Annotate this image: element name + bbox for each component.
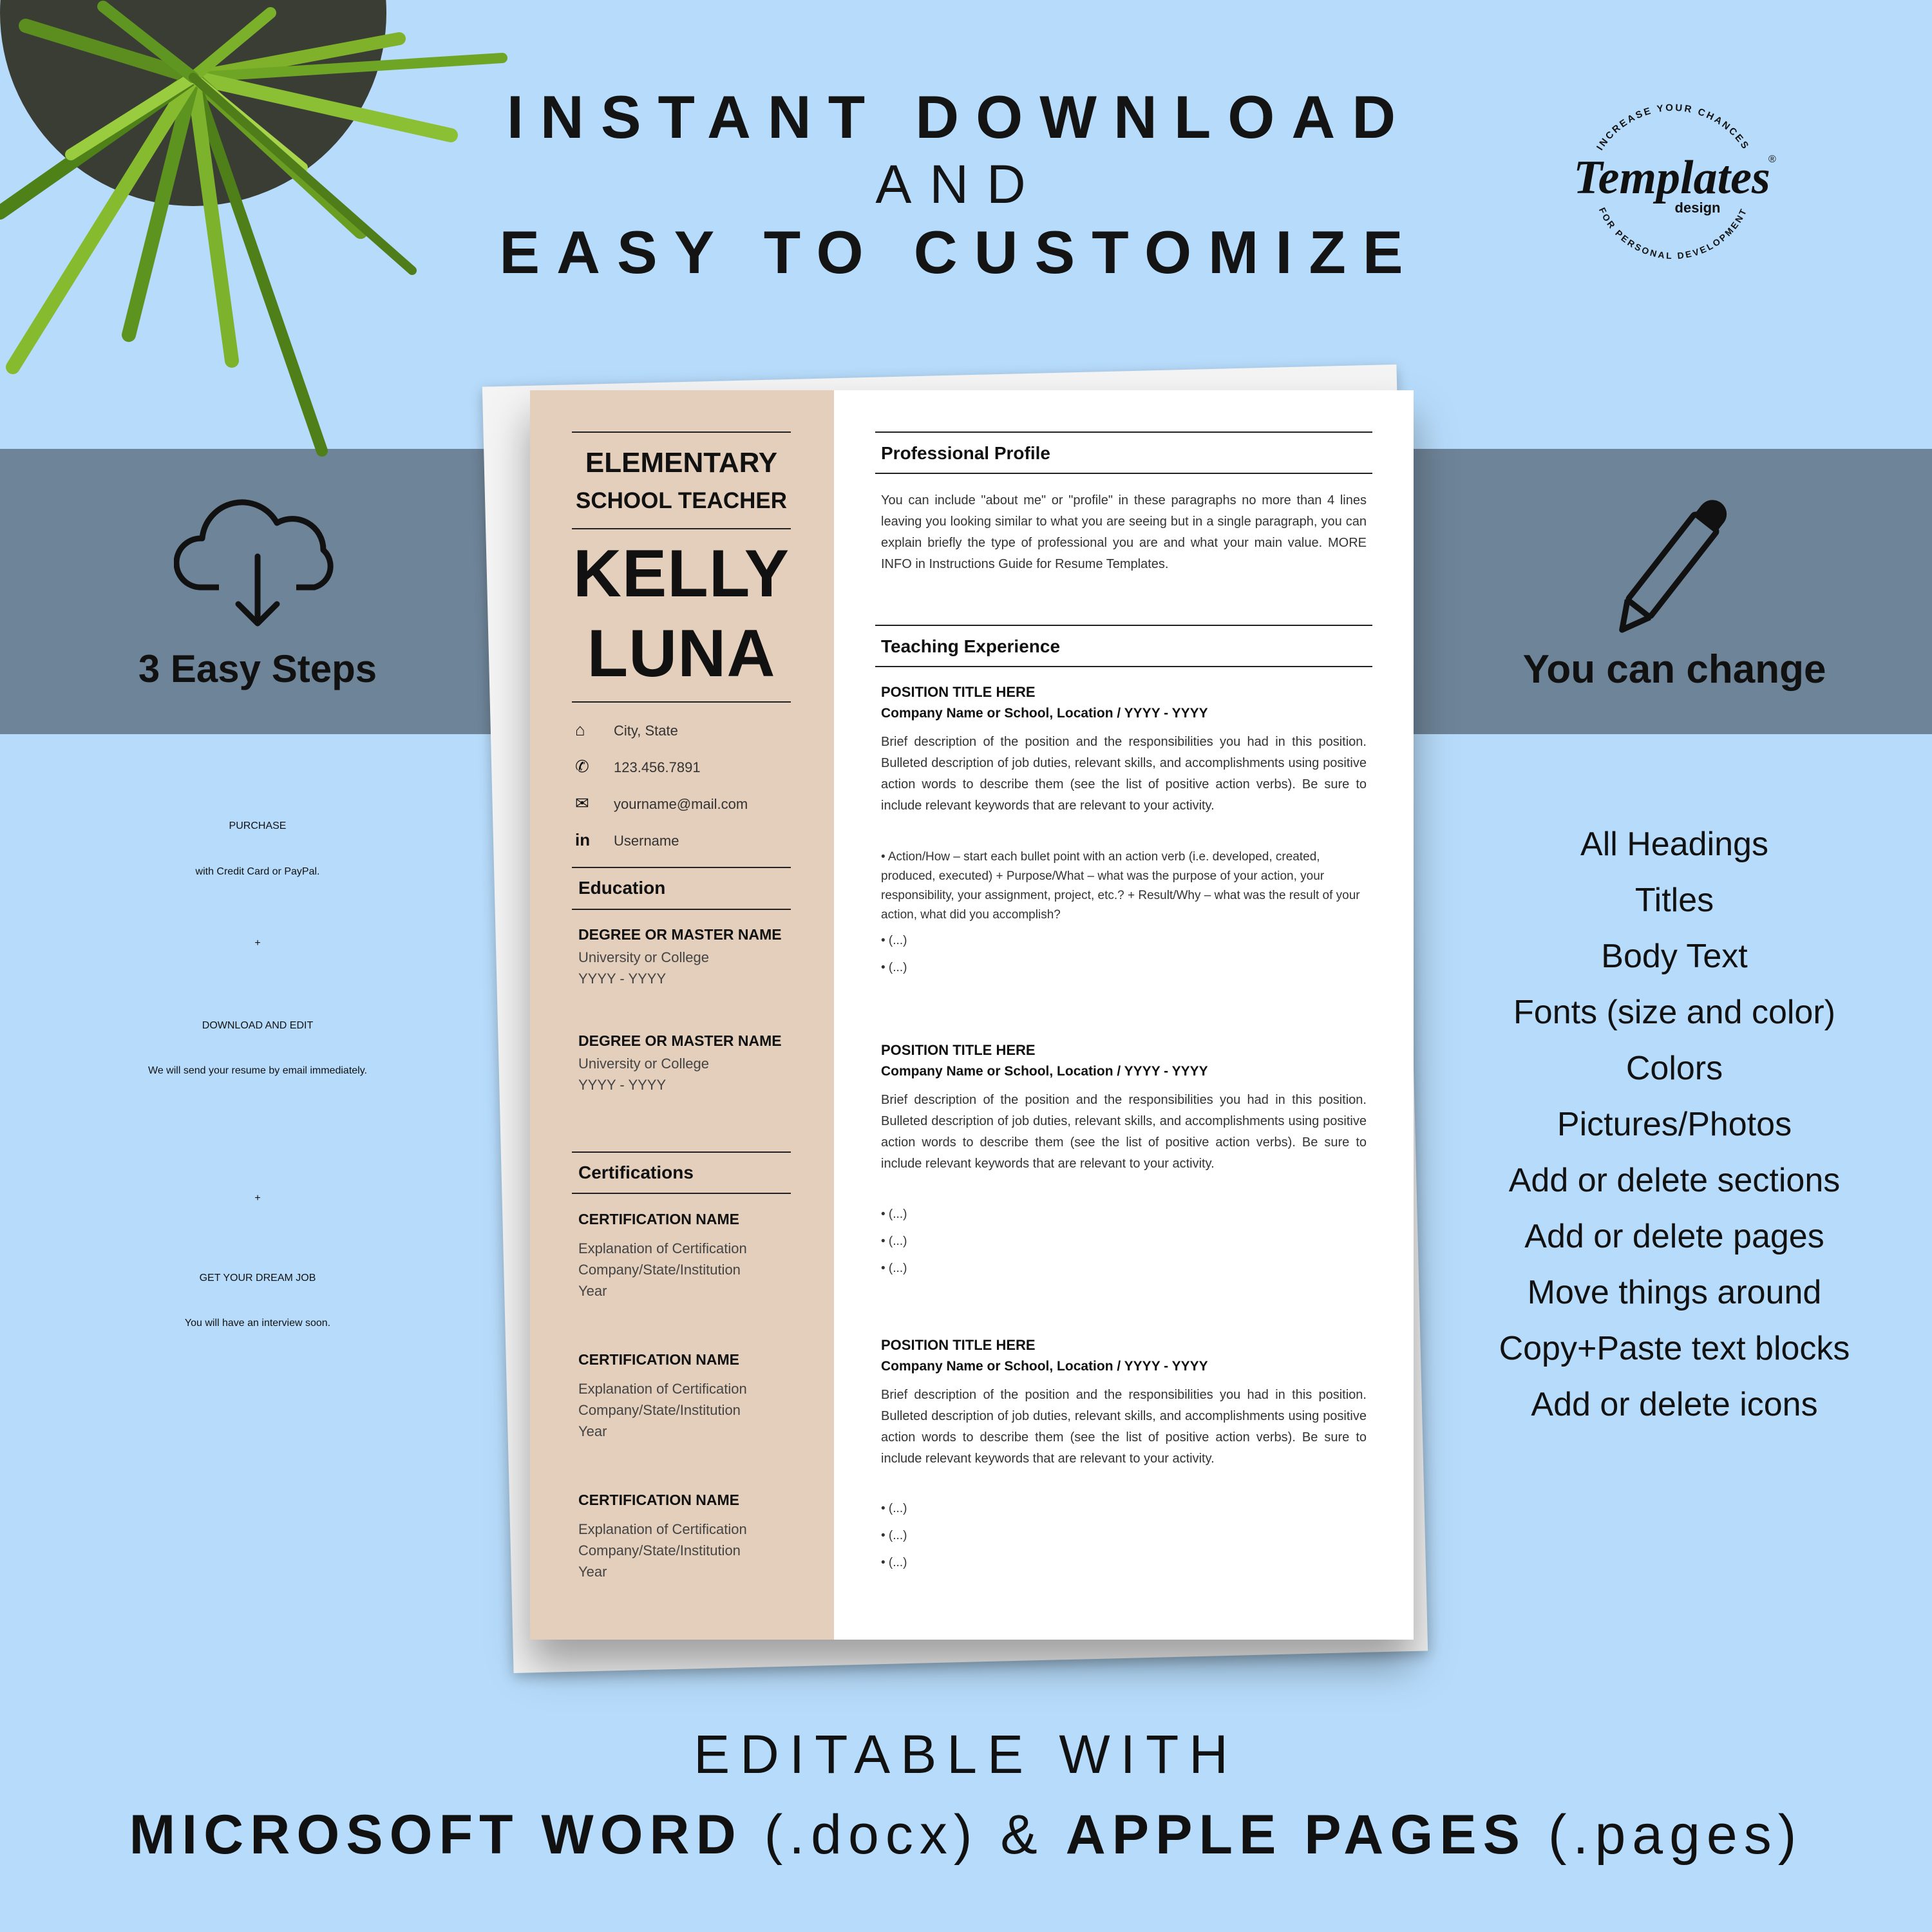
education-heading: Education [578, 878, 666, 898]
step-3-title: GET YOUR DREAM JOB [199, 1273, 316, 1283]
position-title: POSITION TITLE HERE [881, 684, 1036, 700]
logo-arc-bottom: FOR PERSONAL DEVELOPMENT [1596, 205, 1750, 261]
ampersand: & [1000, 1804, 1044, 1866]
ellipsis-bullet: • (...) [881, 1502, 907, 1515]
docx-label: (.docx) [764, 1804, 979, 1866]
feature-item: Add or delete sections [1508, 1162, 1841, 1199]
resume-preview [530, 390, 1414, 1640]
ellipsis-bullet: • (...) [881, 934, 907, 947]
certification-detail: Company/State/Institution [578, 1262, 741, 1278]
degree-years: YYYY - YYYY [578, 971, 667, 987]
first-name: KELLY [573, 536, 790, 611]
last-name: LUNA [587, 616, 776, 691]
certification-detail: Explanation of Certification [578, 1521, 747, 1537]
certification-name: CERTIFICATION NAME [578, 1492, 740, 1508]
contact-location: ⌂ City, State [575, 720, 678, 739]
experience-heading: Teaching Experience [881, 636, 1061, 656]
plus-sign-1: + [254, 938, 261, 949]
certification-name: CERTIFICATION NAME [578, 1211, 740, 1227]
plant-image [0, 0, 528, 464]
logo-name: Templates [1573, 151, 1770, 204]
microsoft-word-label: MICROSOFT WORD [129, 1804, 743, 1866]
profile-heading: Professional Profile [881, 443, 1050, 463]
degree-years: YYYY - YYYY [578, 1077, 667, 1093]
divider [572, 909, 791, 910]
position-description: Brief description of the position and the responsibilities you had in this position. Bulleted description of job duties, relevant skills, and accomplishments using positive action words to describe them (see the list of positive action verbs). Be sure to include relevant keywords that are relevant to your activity. [881, 735, 1367, 813]
step-1-desc: with Credit Card or PayPal. [195, 866, 320, 877]
school-name: University or College [578, 1056, 709, 1072]
position-title: POSITION TITLE HERE [881, 1337, 1036, 1353]
you-can-change-title: You can change [1522, 647, 1826, 692]
step-3-desc: You will have an interview soon. [184, 1318, 331, 1329]
divider [875, 666, 1372, 667]
step-1-title: PURCHASE [229, 820, 287, 831]
job-title-line-1: ELEMENTARY [585, 447, 778, 478]
feature-item: Colors [1625, 1050, 1723, 1087]
svg-text:FOR PERSONAL DEVELOPMENT [1597, 206, 1749, 261]
phone-icon: ✆ [575, 757, 589, 776]
certification-detail: Explanation of Certification [578, 1240, 747, 1256]
feature-item: Add or delete icons [1531, 1386, 1818, 1423]
resume-sidebar [530, 390, 834, 1640]
ellipsis-bullet: • (...) [881, 1529, 907, 1542]
certifications-heading: Certifications [578, 1162, 694, 1182]
degree-name: DEGREE OR MASTER NAME [578, 1032, 782, 1049]
certification-detail: Year [578, 1423, 607, 1439]
feature-item: Copy+Paste text blocks [1499, 1330, 1850, 1367]
ellipsis-bullet: • (...) [881, 1235, 907, 1248]
degree-name: DEGREE OR MASTER NAME [578, 926, 782, 943]
position-description: Brief description of the position and the responsibilities you had in this position. Bulleted description of job duties, relevant skills, and accomplishments using positive action words to describe them (see the list of positive action verbs). Be sure to include relevant keywords that are relevant to your activity. [881, 1388, 1367, 1466]
position-title: POSITION TITLE HERE [881, 1042, 1036, 1058]
certification-detail: Year [578, 1564, 607, 1580]
ellipsis-bullet: • (...) [881, 1556, 907, 1569]
job-title-line-2: SCHOOL TEACHER [576, 488, 787, 513]
svg-text:INCREASE YOUR CHANCES [1595, 102, 1752, 153]
feature-item: Body Text [1601, 938, 1748, 975]
action-bullet: • Action/How – start each bullet point with an action verb (i.e. developed, created, produced, executed) + Purpose/What – what was the purpose of your action, your responsibility, your assignment, project, etc.? + Result/Why – what was the result of your action, what did you accomplish? [881, 850, 1360, 922]
position-description: Brief description of the position and the responsibilities you had in this position. Bulleted description of job duties, relevant skills, and accomplishments using positive action words to describe them (see the list of positive action verbs). Be sure to include relevant keywords that are relevant to your activity. [881, 1093, 1367, 1171]
feature-item: Fonts (size and color) [1513, 994, 1835, 1031]
pages-label: (.pages) [1548, 1804, 1803, 1866]
logo-arc-top: INCREASE YOUR CHANCES [1594, 102, 1752, 153]
home-icon: ⌂ [575, 720, 585, 739]
ellipsis-bullet: • (...) [881, 1208, 907, 1221]
contact-phone: ✆ 123.456.7891 [575, 757, 701, 776]
pencil-icon [1597, 492, 1752, 634]
feature-item: Titles [1634, 882, 1714, 919]
divider [572, 1151, 791, 1153]
divider [875, 431, 1372, 433]
step-2-desc: We will send your resume by email immediately. [148, 1065, 367, 1076]
logo-registered-mark: ® [1768, 154, 1776, 165]
divider [572, 1193, 791, 1194]
easy-steps-title: 3 Easy Steps [138, 647, 377, 690]
divider [875, 473, 1372, 474]
feature-item: Pictures/Photos [1557, 1106, 1792, 1143]
certification-name: CERTIFICATION NAME [578, 1351, 740, 1368]
position-company: Company Name or School, Location / YYYY - YYYY [881, 1359, 1208, 1374]
headline-line-1: INSTANT DOWNLOAD [506, 83, 1413, 151]
changeable-features-list [1455, 817, 1893, 1433]
feature-item: All Headings [1580, 826, 1768, 863]
software-line [0, 1803, 1932, 1867]
divider [572, 528, 791, 529]
contact-linkedin: in Username [575, 830, 679, 849]
ellipsis-bullet: • (...) [881, 961, 907, 974]
position-company: Company Name or School, Location / YYYY - YYYY [881, 1064, 1208, 1079]
editable-with-line: EDITABLE WITH [694, 1724, 1238, 1785]
divider [875, 625, 1372, 626]
divider [572, 431, 791, 433]
divider [572, 867, 791, 868]
mail-icon: ✉ [575, 793, 589, 813]
templates-design-logo [1564, 98, 1783, 272]
headline-line-3: EASY TO CUSTOMIZE [499, 218, 1420, 286]
school-name: University or College [578, 949, 709, 965]
contact-email: ✉ yourname@mail.com [575, 793, 748, 813]
certification-detail: Company/State/Institution [578, 1542, 741, 1558]
divider [572, 701, 791, 703]
feature-item: Move things around [1527, 1274, 1822, 1311]
ellipsis-bullet: • (...) [881, 1262, 907, 1275]
feature-item: Add or delete pages [1524, 1218, 1824, 1255]
profile-text: You can include "about me" or "profile" in these paragraphs no more than 4 lines leaving you looking similar to what you are seeing but in a single paragraph, you can explain briefly the type of professional you are and what your main value. MORE INFO in Instructions Guide for Resume Templates. [881, 493, 1367, 571]
step-2-title: DOWNLOAD AND EDIT [202, 1020, 314, 1031]
apple-pages-label: APPLE PAGES [1065, 1804, 1526, 1866]
certification-detail: Explanation of Certification [578, 1381, 747, 1397]
certification-detail: Company/State/Institution [578, 1402, 741, 1418]
linkedin-icon: in [575, 830, 591, 849]
headline-line-2: AND [875, 154, 1044, 214]
logo-sub: design [1674, 200, 1721, 216]
plus-sign-2: + [254, 1193, 261, 1204]
position-company: Company Name or School, Location / YYYY - YYYY [881, 706, 1208, 721]
certification-detail: Year [578, 1283, 607, 1299]
cloud-download-icon [174, 491, 341, 632]
